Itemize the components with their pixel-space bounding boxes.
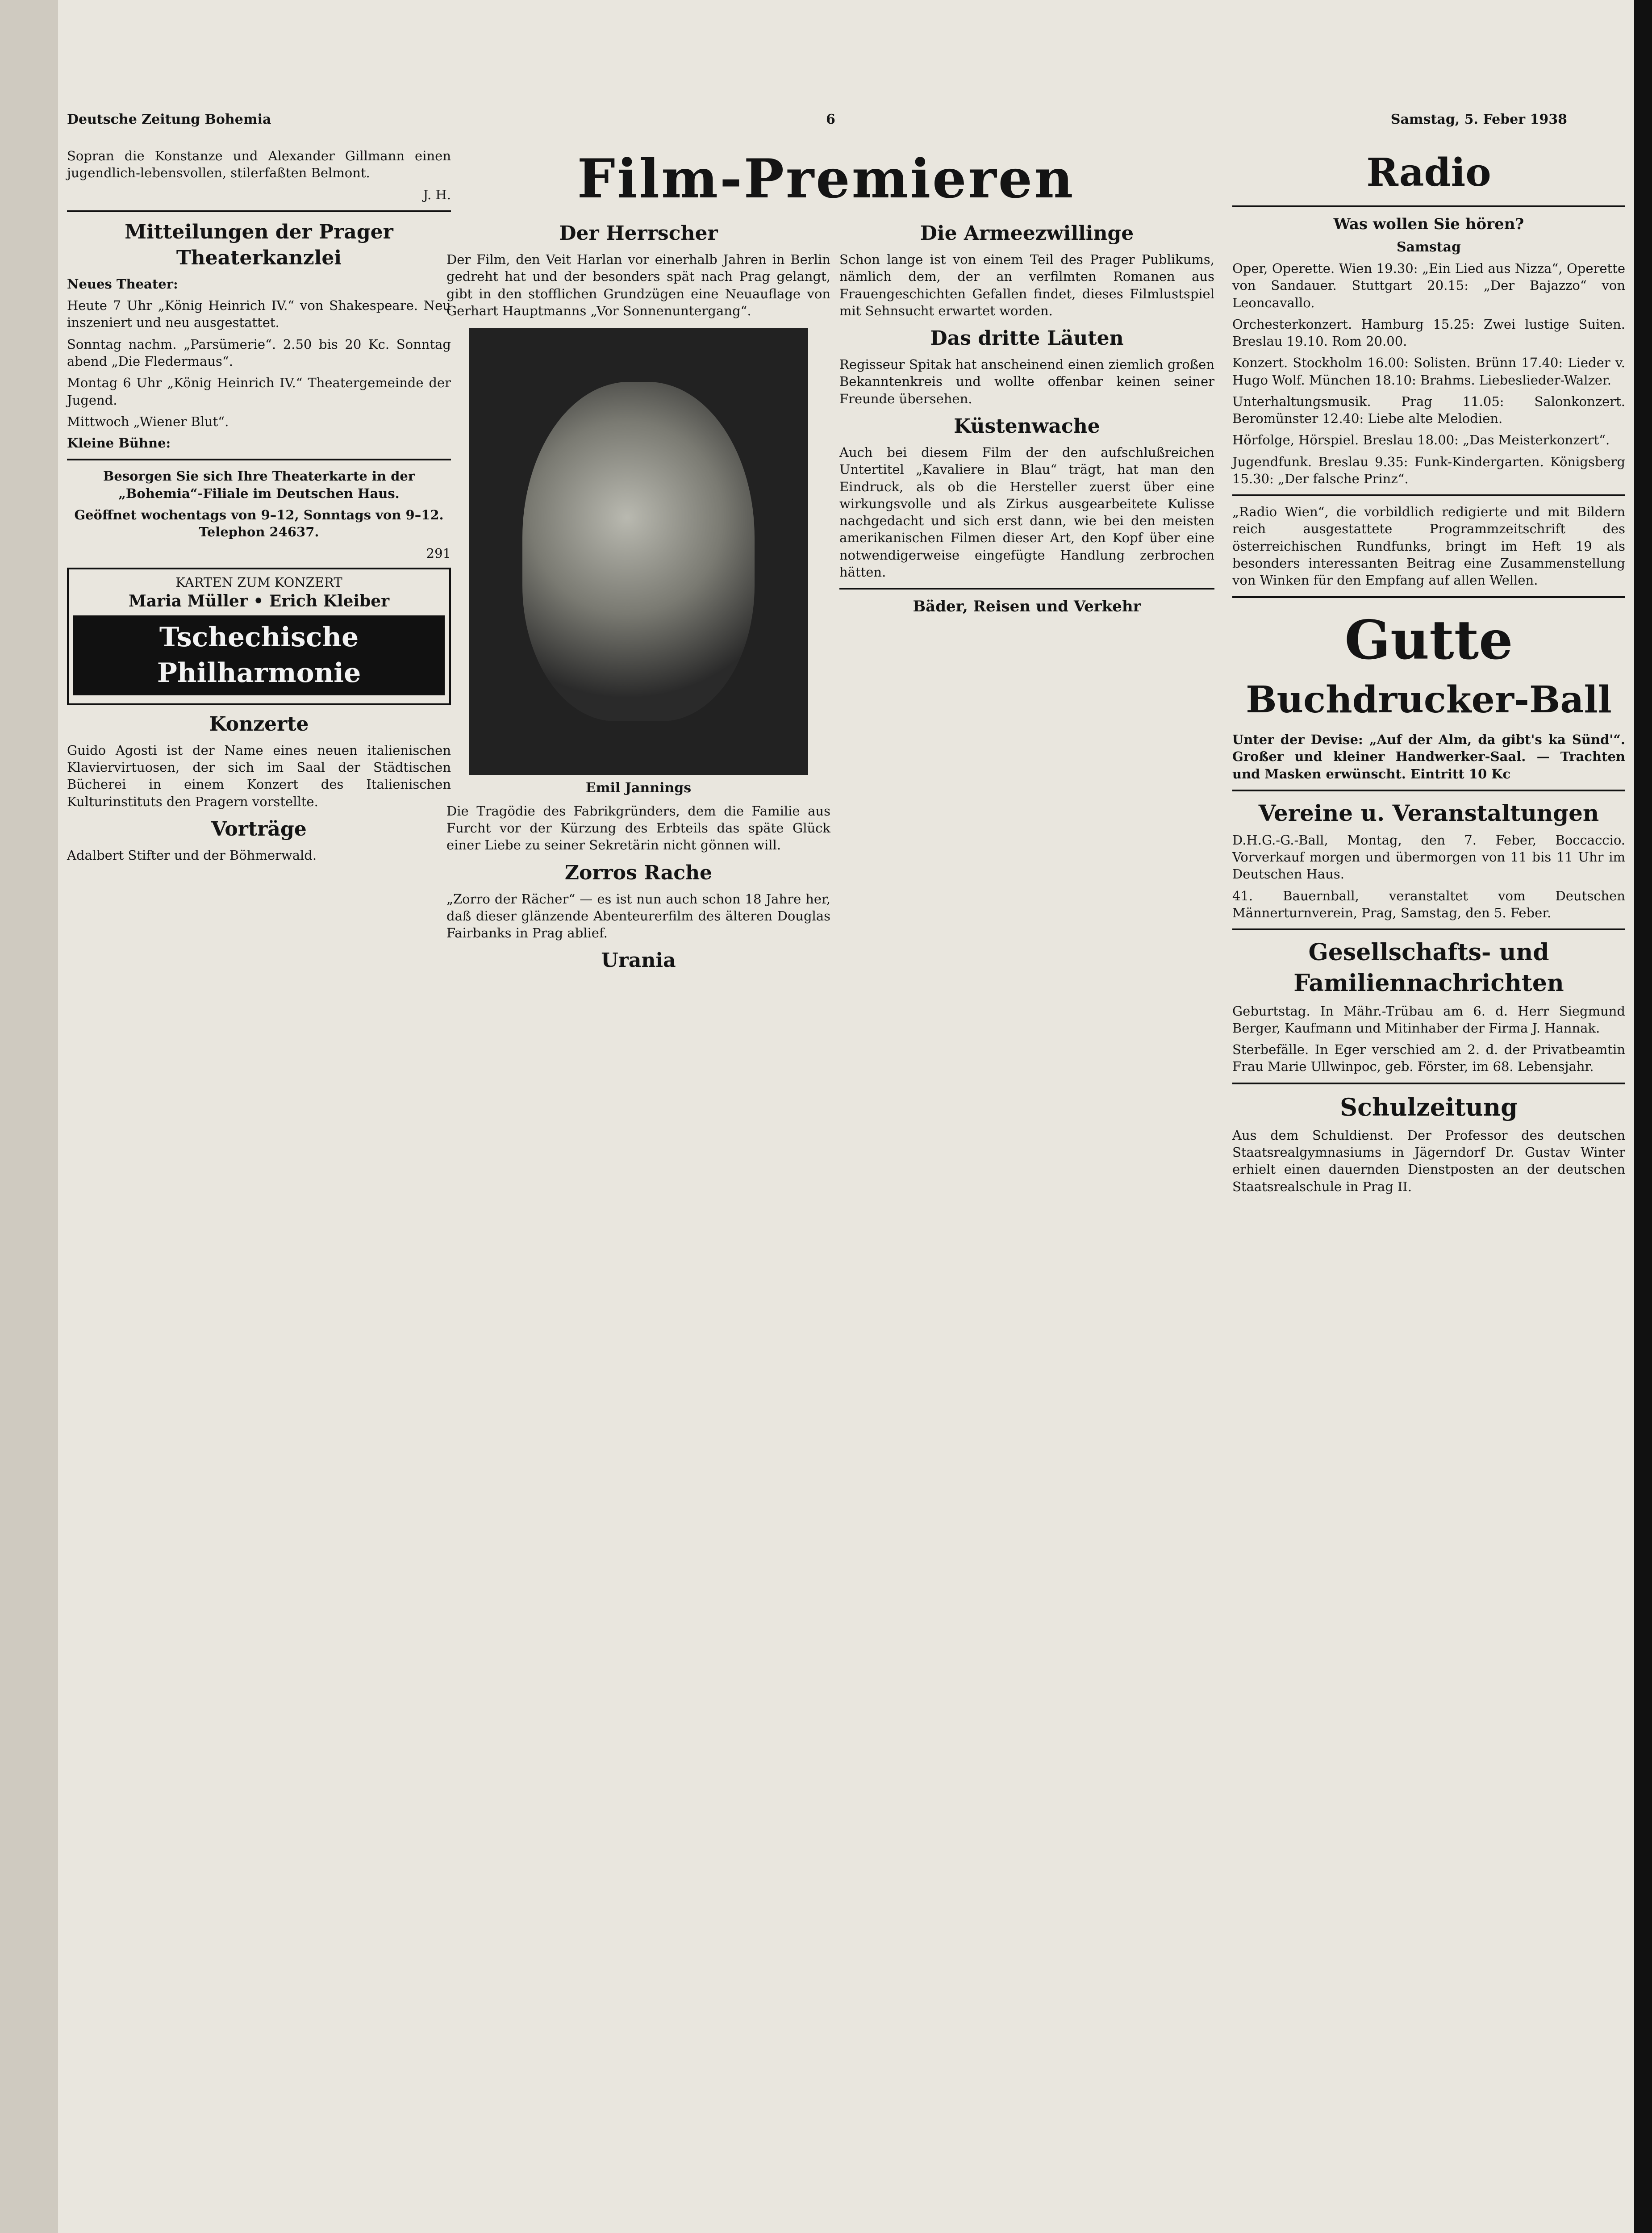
header-page-number: 6 — [826, 112, 835, 127]
concert-ad-names: Maria Müller • Erich Kleiber — [128, 591, 390, 611]
ball-title-2: Buchdrucker-Ball — [1246, 678, 1612, 721]
ticket-notice-1: Besorgen Sie sich Ihre Theaterkarte in der „Bohemia“-Filiale im Deutschen Haus. — [103, 468, 415, 501]
heading-baeder-reisen: Bäder, Reisen und Verkehr — [913, 598, 1141, 616]
theater-para-4: Mittwoch „Wiener Blut“. — [67, 414, 229, 429]
column-right — [1232, 147, 1625, 1200]
familien-title: Gesellschafts- und Familiennachrichten — [1293, 939, 1564, 997]
section-heading-theater: Mitteilungen der Prager Theaterkanzlei — [125, 220, 393, 269]
review-tail: Sopran die Konstanze und Alexander Gillmann einen jugendlich-lebensvollen, stilerfaßten Belmont. — [67, 148, 451, 181]
section-heading-konzerte: Konzerte — [209, 712, 309, 736]
radio-para-2: Orchesterkonzert. Hamburg 15.25: Zwei lustige Suiten. Breslau 19.10. Rom 20.00. — [1232, 316, 1625, 349]
radio-day: Samstag — [1396, 239, 1461, 255]
radio-para-6: Jugendfunk. Breslau 9.35: Funk-Kindergarten. Königsberg 15.30: „Der falsche Prinz“. — [1232, 454, 1625, 486]
dritte-laeuten-para: Regisseur Spitak hat anscheinend einen ziemlich großen Bekanntenkreis und wollte offenbar keinen seiner Freunde übersehen. — [839, 357, 1214, 406]
heading-der-herrscher: Der Herrscher — [559, 222, 718, 245]
schulzeitung-title: Schulzeitung — [1340, 1092, 1518, 1121]
column-center-left — [446, 214, 830, 978]
vereine-para-1: D.H.G.-G.-Ball, Montag, den 7. Feber, Boccaccio. Vorverkauf morgen und übermorgen von 11 bis 11 Uhr im Deutschen Haus. — [1232, 832, 1625, 882]
portrait-face — [522, 382, 755, 721]
heading-zorros-rache: Zorros Rache — [564, 861, 713, 884]
banner-film-premieren: Film-Premieren — [577, 147, 1075, 210]
herrscher-para-2: Die Tragödie des Fabrikgründers, dem die Familie aus Furcht vor der Kürzung des Erbteils das späte Glück einer Liebe zu seiner Sekretärin nicht gönnen will. — [446, 803, 830, 853]
header-masthead: Deutsche Zeitung Bohemia — [67, 112, 271, 127]
familien-para-1: Geburtstag. In Mähr.-Trübau am 6. d. Herr Siegmund Berger, Kaufmann und Mitinhaber der Firma J. Hannak. — [1232, 1003, 1625, 1036]
review-signature: J. H. — [423, 187, 451, 202]
concert-ad — [67, 568, 451, 705]
section-heading-vortraege: Vorträge — [211, 817, 307, 841]
heading-urania: Urania — [601, 949, 676, 972]
column-left — [67, 147, 451, 868]
heading-dritte-laeuten: Das dritte Läuten — [930, 327, 1124, 350]
page-edge-right — [1634, 0, 1652, 2233]
armeezwillinge-para: Schon lange ist von einem Teil des Prager Publikums, nämlich dem, der an verfilmten Romanen aus Frauengeschichten Gefallen findet, dieses Filmlustspiel mit Sehnsucht erwartet worden. — [839, 252, 1214, 318]
radio-wien-note: „Radio Wien“, die vorbildlich redigierte und mit Bildern reich ausgestattete Programmzeitschrift des österreichischen Rundfunks, bringt im Heft 19 als besonders interessanten Beitrag eine Zusammenstellung von Winken für den Empfang auf allen Wellen. — [1232, 504, 1625, 588]
radio-para-5: Hörfolge, Hörspiel. Breslau 18.00: „Das Meisterkonzert“. — [1232, 432, 1610, 448]
subheading-neues-theater: Neues Theater: — [67, 276, 178, 292]
divider — [839, 588, 1214, 590]
divider — [1232, 596, 1625, 598]
konzert-para-1: Guido Agosti ist der Name eines neuen italienischen Klaviervirtuosen, der sich im Saal der Städtischen Bücherei in einem Konzert des Italienischen Kulturinstituts den Pragern vorstellte. — [67, 742, 451, 809]
kuestenwache-para: Auch bei diesem Film der den aufschlußreichen Untertitel „Kavaliere in Blau“ trägt, hat man den Eindruck, als ob die Hersteller zuerst über eine wirkungsvolle und als Zirkus ausgearbeitete Kulisse nachgedacht und sich erst dann, wie bei den meisten amerikanischen Filmen dieser Art, den Kopf über eine notwendigerweise eingefügte Handlung zerbrochen hätten. — [839, 445, 1214, 580]
divider — [1232, 494, 1625, 496]
divider — [67, 459, 451, 460]
ticket-notice-2: Geöffnet wochentags von 9–12, Sonntags von 9–12. Telephon 24637. — [74, 507, 444, 540]
divider — [1232, 205, 1625, 207]
familien-para-2: Sterbefälle. In Eger verschied am 2. d. der Privatbeamtin Frau Marie Ullwinpoc, geb. Förster, im 68. Lebensjahr. — [1232, 1042, 1625, 1075]
theater-para-1: Heute 7 Uhr „König Heinrich IV.“ von Shakespeare. Neu inszeniert und neu ausgestattet. — [67, 298, 451, 330]
concert-ad-top: KARTEN ZUM KONZERT — [175, 574, 342, 590]
heading-armeezwillinge: Die Armeezwillinge — [920, 222, 1134, 245]
header-date: Samstag, 5. Feber 1938 — [1390, 112, 1567, 127]
vereine-title: Vereine u. Veranstaltungen — [1258, 799, 1599, 826]
radio-para-4: Unterhaltungsmusik. Prag 11.05: Salonkonzert. Beromünster 12.40: Liebe alte Melodien. — [1232, 393, 1625, 427]
ball-title-1: Gutte — [1344, 608, 1513, 672]
radio-title: Radio — [1366, 150, 1491, 195]
portrait-photo — [469, 328, 808, 775]
divider — [1232, 790, 1625, 791]
divider — [1232, 928, 1625, 930]
schulzeitung-para: Aus dem Schuldienst. Der Professor des deutschen Staatsrealgymnasiums in Jägerndorf Dr. Gustav Winter erhielt einen dauernden Dienstposten an der deutschen Staatsrealschule in Prag II. — [1232, 1127, 1625, 1194]
page-header — [67, 112, 1567, 138]
radio-heading: Was wollen Sie hören? — [1333, 215, 1524, 233]
vortrag-para-1: Adalbert Stifter und der Böhmerwald. — [67, 848, 317, 863]
radio-para-1: Oper, Operette. Wien 19.30: „Ein Lied aus Nizza“, Operette von Sandauer. Stuttgart 20.15: „Der Bajazzo“ von Leoncavallo. — [1232, 260, 1625, 310]
divider — [67, 210, 451, 212]
herrscher-para-1: Der Film, den Veit Harlan vor einerhalb Jahren in Berlin gedreht hat und der besonders spät nach Prag gelangt, gibt in den stofflichen Grundzügen eine Neuauflage von Gerhart Hauptmanns „Vor Sonnenuntergang“. — [446, 252, 830, 318]
radio-para-3: Konzert. Stockholm 16.00: Solisten. Brünn 17.40: Lieder v. Hugo Wolf. München 18.10: Brahms. Liebeslieder-Walzer. — [1232, 355, 1625, 388]
theater-para-3: Montag 6 Uhr „König Heinrich IV.“ Theatergemeinde der Jugend. — [67, 375, 451, 408]
heading-kuestenwache: Küstenwache — [954, 415, 1100, 438]
page-edge-left — [0, 0, 58, 2233]
divider — [1232, 1083, 1625, 1084]
column-center-right — [839, 214, 1214, 620]
zorro-para-1: „Zorro der Rächer“ — es ist nun auch schon 18 Jahre her, daß dieser glänzende Abenteurerfilm des älteren Douglas Fairbanks in Prag ablief. — [446, 891, 830, 941]
ball-description: Unter der Devise: „Auf der Alm, da gibt's ka Sünd'“. Großer und kleiner Handwerker-Saal. — Trachten und Masken erwünscht. Eintritt 10 Kc — [1232, 732, 1625, 782]
concert-ad-title: Tschechische Philharmonie — [73, 615, 445, 695]
vereine-para-2: 41. Bauernball, veranstaltet vom Deutschen Männerturnverein, Prag, Samstag, den 5. Feber. — [1232, 888, 1625, 920]
photo-caption: Emil Jannings — [585, 780, 692, 796]
subheading-kleine-buehne: Kleine Bühne: — [67, 435, 171, 451]
theater-para-2: Sonntag nachm. „Parsümerie“. 2.50 bis 20 Kc. Sonntag abend „Die Fledermaus“. — [67, 336, 451, 369]
ticket-notice-number: 291 — [426, 546, 451, 561]
